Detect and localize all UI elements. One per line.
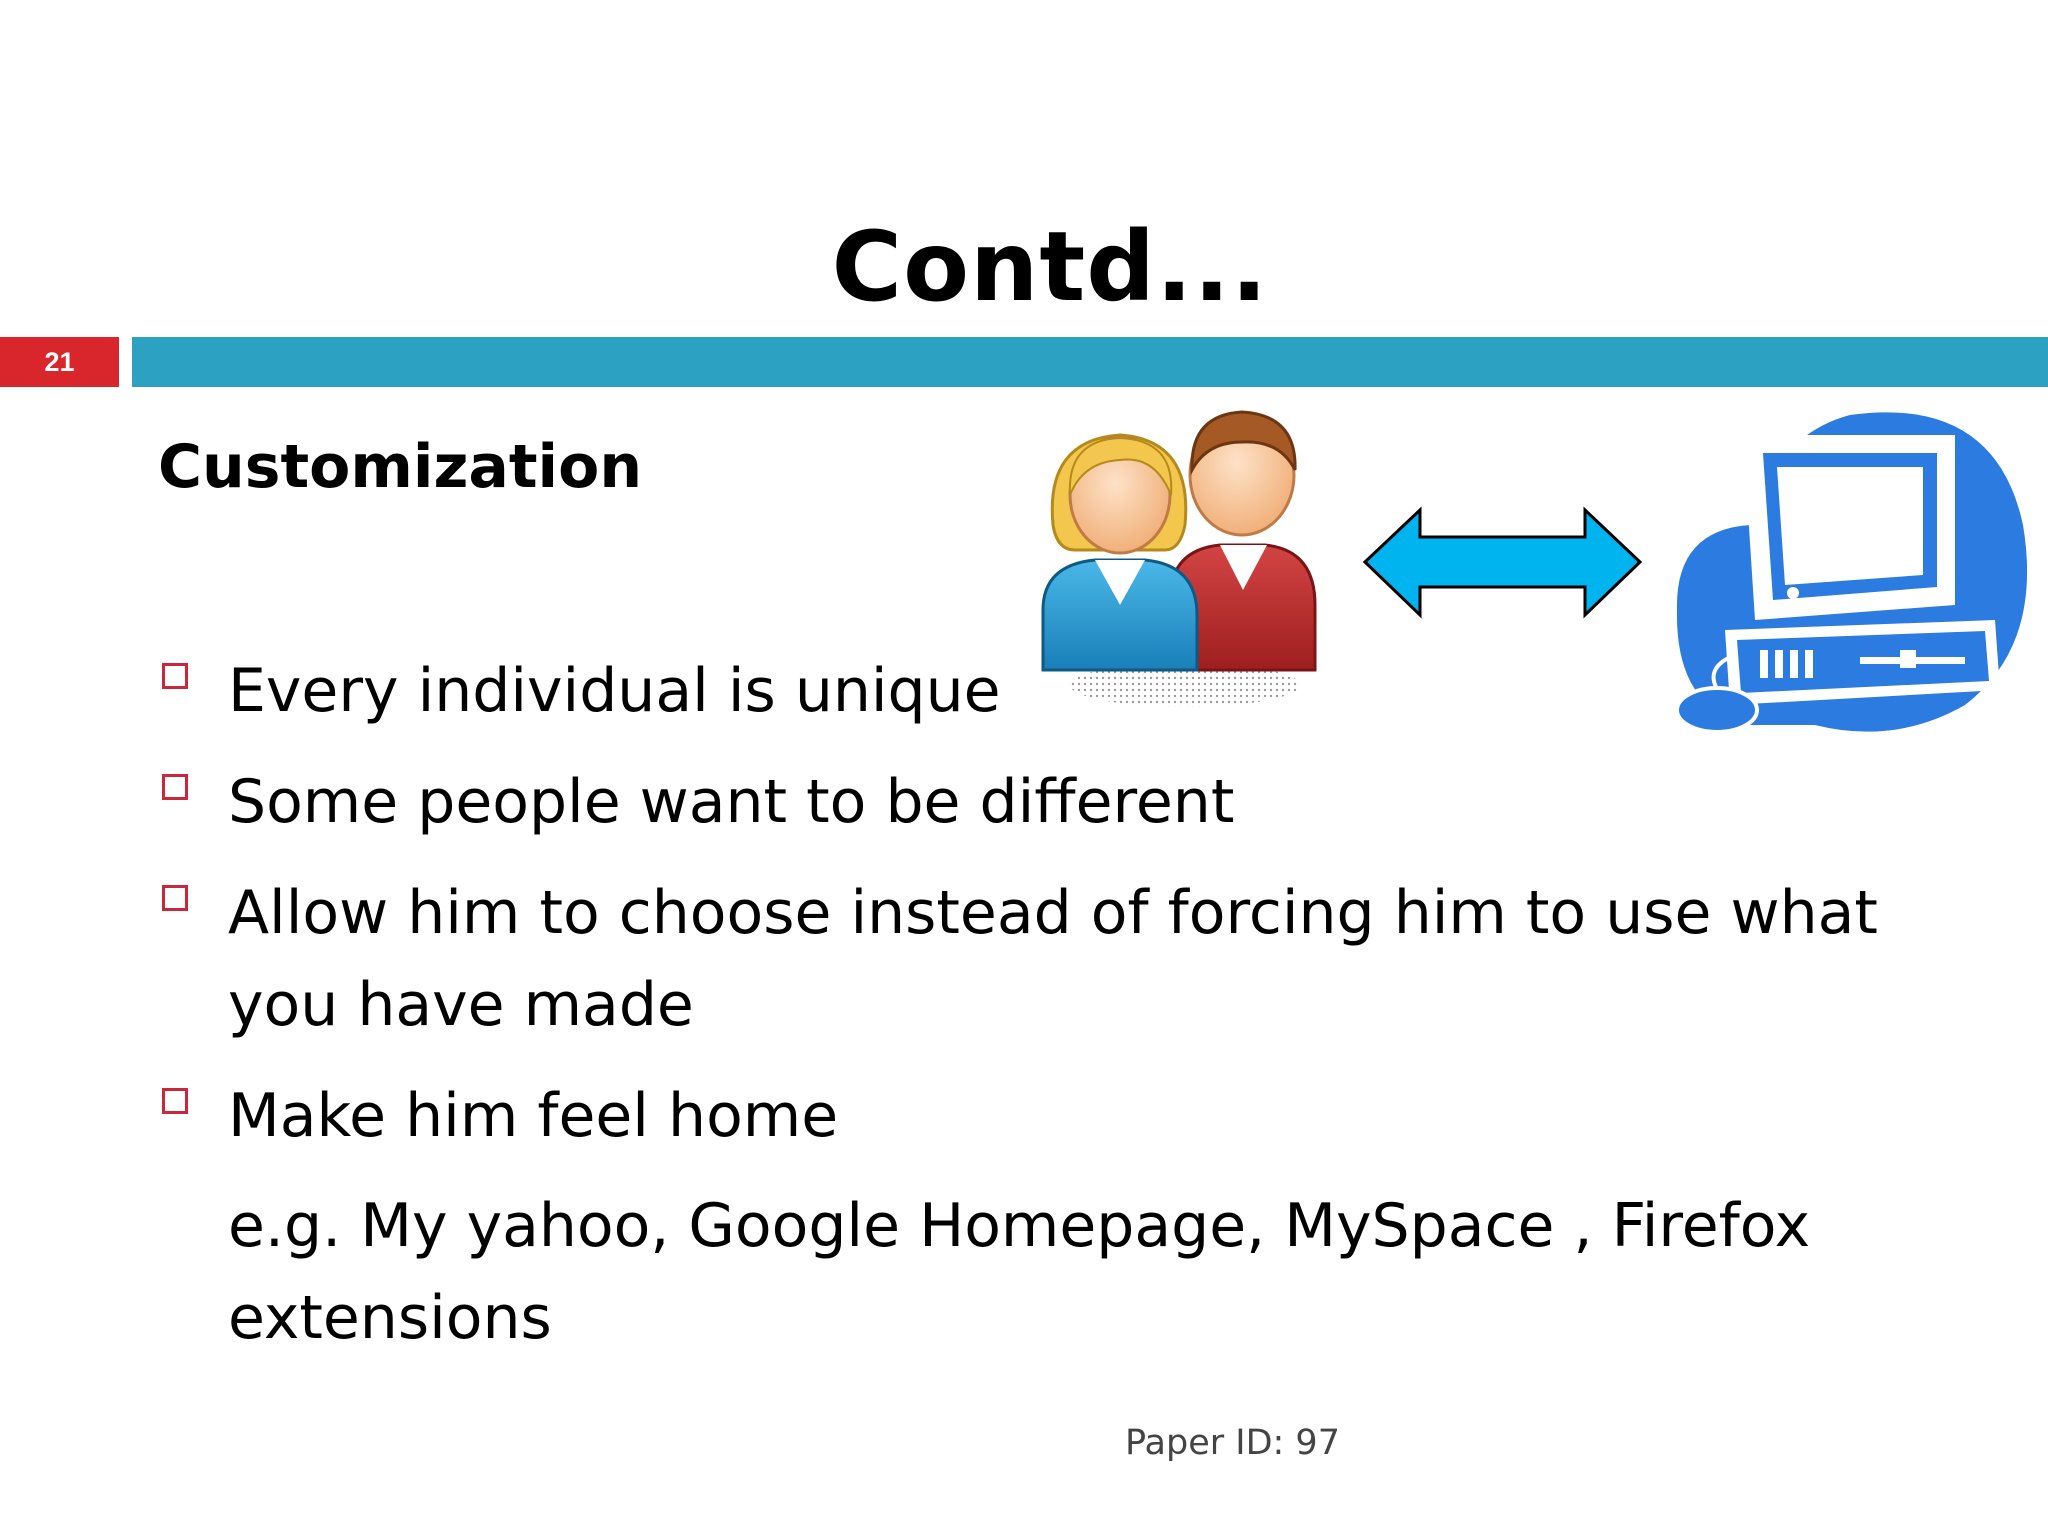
square-bullet-icon: [162, 885, 188, 911]
list-item: [160, 756, 1960, 848]
section-heading: Customization: [158, 432, 643, 502]
title-accent-bar: [132, 337, 2048, 387]
list-item: [160, 1070, 1960, 1162]
double-arrow-icon: [1360, 505, 1645, 620]
bullet-list: [160, 645, 1960, 1181]
list-item: [160, 867, 1960, 1051]
bullet-text: Every individual is unique: [228, 656, 1001, 726]
square-bullet-icon: [162, 774, 188, 800]
example-text: e.g. My yahoo, Google Homepage, MySpace , Firefox extensions: [228, 1191, 1811, 1353]
bullet-text: Some people want to be different: [228, 767, 1235, 837]
footer-paper-id: Paper ID: 97: [1125, 1423, 1340, 1463]
square-bullet-icon: [162, 1088, 188, 1114]
list-item: [160, 645, 1960, 737]
slide-title: Contd...: [831, 211, 1269, 323]
bullet-text: Make him feel home: [228, 1081, 839, 1151]
square-bullet-icon: [162, 663, 188, 689]
slide-number: 21: [0, 337, 119, 387]
bullet-text: Allow him to choose instead of forcing him to use what you have made: [228, 878, 1878, 1040]
